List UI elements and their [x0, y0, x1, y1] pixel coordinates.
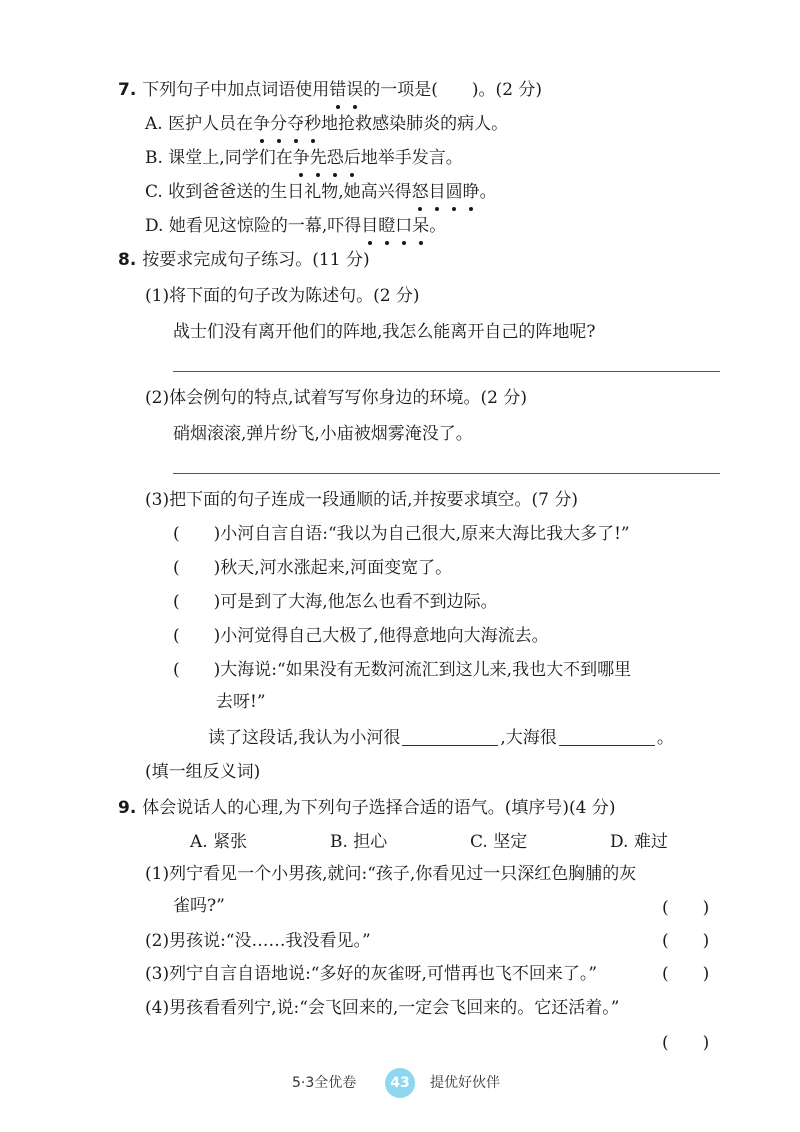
q9-sentence-2: (2)男孩说:“没……我没看见。” — [145, 931, 371, 951]
q8-part3-fill: 读了这段话,我认为小河很 ,大海很 。 — [208, 728, 674, 748]
q8-number: 8. — [118, 250, 137, 270]
page-number-badge: 43 — [385, 1068, 415, 1098]
q7-option-d: D. 她看见这惊险的一幕,吓得目瞪口呆。 — [145, 216, 447, 236]
q8-stem: 8. 按要求完成句子练习。(11 分) — [118, 250, 370, 270]
q8-part3-note: (填一组反义词) — [145, 762, 261, 782]
q9-sentence-4: (4)男孩看看列宁,说:“会飞回来的,一定会飞回来的。它还活着。” — [145, 998, 620, 1018]
q9-option-b: B. 担心 — [330, 832, 388, 852]
blank-sea[interactable] — [559, 727, 655, 746]
q9-answer-2[interactable]: ( ) — [662, 931, 710, 951]
q9-sentence-3: (3)列宁自言自语地说:“多好的灰雀呀,可惜再也飞不回来了。” — [145, 964, 598, 984]
q8-part3-item-4: ( )小河觉得自己大极了,他得意地向大海流去。 — [173, 626, 549, 646]
q7-option-c: C. 收到爸爸送的生日礼物,她高兴得怒目圆睁。 — [145, 182, 497, 202]
blank-river[interactable] — [402, 727, 498, 746]
q9-stem: 9. 体会说话人的心理,为下列句子选择合适的语气。(填序号)(4 分) — [118, 798, 616, 818]
q9-option-c: C. 坚定 — [470, 832, 528, 852]
q8-part3-item-1: ( )小河自言自语:“我以为自己很大,原来大海比我大多了!” — [173, 524, 630, 544]
footer-slogan: 提优好伙伴 — [430, 1075, 500, 1091]
q8-part1-title: (1)将下面的句子改为陈述句。(2 分) — [145, 286, 420, 306]
q8-part1-sentence: 战士们没有离开他们的阵地,我怎么能离开自己的阵地呢? — [173, 322, 596, 342]
q8-part2-sentence: 硝烟滚滚,弹片纷飞,小庙被烟雾淹没了。 — [173, 424, 473, 444]
q9-option-d: D. 难过 — [610, 832, 668, 852]
q8-part3-item-3: ( )可是到了大海,他怎么也看不到边际。 — [173, 592, 498, 612]
q9-number: 9. — [118, 798, 137, 818]
page-footer — [0, 1068, 800, 1098]
q8-part3-item-5: ( )大海说:“如果没有无数河流汇到这儿来,我也大不到哪里 — [173, 660, 632, 680]
q8-part3-item-2: ( )秋天,河水涨起来,河面变宽了。 — [173, 558, 453, 578]
footer-brand: 5·3全优卷 — [292, 1075, 357, 1091]
q9-answer-1[interactable]: ( ) — [662, 898, 710, 918]
q7-option-b: B. 课堂上,同学们在争先恐后地举手发言。 — [145, 148, 463, 168]
q8-part1-answer-line[interactable] — [173, 371, 720, 372]
q8-part3-title: (3)把下面的句子连成一段通顺的话,并按要求填空。(7 分) — [145, 490, 578, 510]
q9-answer-3[interactable]: ( ) — [662, 964, 710, 984]
q8-part3-item-5-cont: 去呀!” — [216, 692, 266, 712]
q9-option-a: A. 紧张 — [190, 832, 248, 852]
q9-sentence-1: (1)列宁看见一个小男孩,就问:“孩子,你看见过一只深红色胸脯的灰 — [145, 864, 637, 884]
q8-part2-title: (2)体会例句的特点,试着写写你身边的环境。(2 分) — [145, 388, 527, 408]
q9-answer-4[interactable]: ( ) — [662, 1033, 710, 1053]
q7-option-a: A. 医护人员在争分夺秒地抢救感染肺炎的病人。 — [145, 114, 509, 134]
q7-number: 7. — [118, 80, 137, 100]
q7-stem: 7. 下列句子中加点词语使用错误的一项是( )。(2 分) — [118, 80, 543, 100]
q9-sentence-1-cont: 雀吗?” — [173, 896, 225, 916]
q8-part2-answer-line[interactable] — [173, 473, 720, 474]
